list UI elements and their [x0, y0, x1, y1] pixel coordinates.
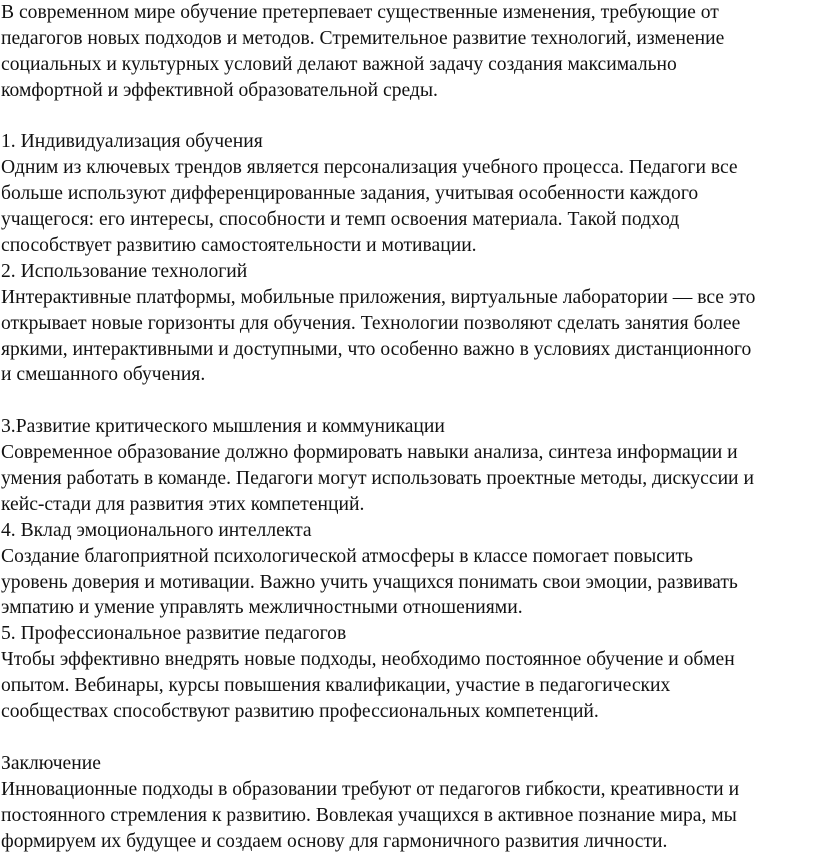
blank-line: [1, 104, 812, 130]
blank-line: [1, 725, 812, 751]
section-heading: 1. Индивидуализация обучения: [1, 131, 263, 153]
text-line: социальных и культурных условий делают важной задачу создания максимально: [1, 53, 677, 75]
text-line: сообществах способствуют развитию профессиональных компетенций.: [1, 701, 599, 723]
section-5: [1, 621, 812, 725]
conclusion-heading: Заключение: [1, 752, 101, 774]
text-line: и смешанного обучения.: [1, 364, 206, 386]
section-heading: 4. Вклад эмоционального интеллекта: [1, 519, 312, 541]
text-line: постоянного стремления к развитию. Вовлекая учащихся в активное познание мира, мы: [1, 804, 737, 826]
section-1: [1, 129, 812, 258]
text-line: Современное образование должно формировать навыки анализа, синтеза информации и: [1, 442, 738, 464]
blank-line: [1, 388, 812, 414]
text-line: Создание благоприятной психологической атмосферы в классе помогает повысить: [1, 545, 693, 567]
section-4: [1, 518, 812, 622]
text-line: умения работать в команде. Педагоги могут использовать проектные методы, дискуссии и: [1, 468, 754, 490]
text-line: кейс-стади для развития этих компетенций.: [1, 493, 365, 515]
text-line: Одним из ключевых трендов является персонализация учебного процесса. Педагоги все: [1, 157, 738, 179]
text-line: учащегося: его интересы, способности и темп освоения материала. Такой подход: [1, 209, 680, 231]
text-line: больше используют дифференцированные задания, учитывая особенности каждого: [1, 183, 699, 205]
section-3: [1, 414, 812, 518]
intro-paragraph: [1, 0, 812, 104]
section-heading: 2. Использование технологий: [1, 260, 248, 282]
text-line: эмпатию и умение управлять межличностными отношениями.: [1, 597, 523, 619]
text-line: комфортной и эффективной образовательной среды.: [1, 79, 438, 101]
text-line: уровень доверия и мотивации. Важно учить учащихся понимать свои эмоции, развивать: [1, 571, 738, 593]
text-line: формируем их будущее и создаем основу для гармоничного развития личности.: [1, 830, 668, 852]
section-heading: 3.Развитие критического мышления и коммуникации: [1, 416, 445, 438]
text-line: опытом. Вебинары, курсы повышения квалификации, участие в педагогических: [1, 675, 671, 697]
text-line: Чтобы эффективно внедрять новые подходы, необходимо постоянное обучение и обмен: [1, 649, 735, 671]
section-2: [1, 259, 812, 388]
text-line: Интерактивные платформы, мобильные приложения, виртуальные лаборатории — все это: [1, 286, 756, 308]
conclusion-section: [1, 751, 812, 855]
text-line: яркими, интерактивными и доступными, что особенно важно в условиях дистанционного: [1, 338, 752, 360]
text-line: способствует развитию самостоятельности и мотивации.: [1, 235, 477, 257]
text-line: открывает новые горизонты для обучения. Технологии позволяют сделать занятия более: [1, 312, 741, 334]
text-line: педагогов новых подходов и методов. Стремительное развитие технологий, изменение: [1, 27, 725, 49]
text-line: В современном мире обучение претерпевает существенные изменения, требующие от: [1, 2, 719, 23]
text-line: Инновационные подходы в образовании требуют от педагогов гибкости, креативности и: [1, 778, 740, 800]
section-heading: 5. Профессиональное развитие педагогов: [1, 623, 347, 645]
